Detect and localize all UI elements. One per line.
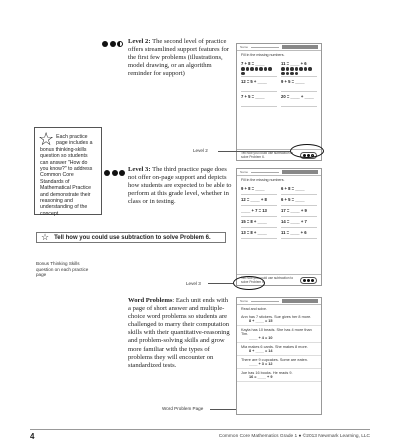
level3-leader-line (208, 283, 233, 284)
problem-item: 7 + 5 = ____ (241, 93, 277, 107)
footer-rule (30, 429, 370, 430)
word-problems-description (128, 297, 232, 370)
sheet-footer: Tell how you could use subtraction to solve Problem 6. (237, 274, 321, 285)
problem-item: 17 = ____ + 9 (281, 207, 317, 217)
bonus-question-bar (36, 232, 226, 243)
level3-dots-icon (104, 170, 125, 176)
bonus-question-text: Tell how you could use subtraction to solve Problem 6. (54, 234, 211, 241)
bonus-callout (34, 127, 102, 215)
sheet-problems (237, 59, 321, 108)
problem-item: 9 + 5 = ____ (281, 78, 317, 92)
level3-description (128, 166, 232, 206)
word-problem-page-label: Word Problem Page (162, 406, 204, 411)
word-problems-text: : Each unit ends with a page of short answer and multiple-choice word problems so students are challenged to marry their computation skills with their quantitative-reasoning and problem-solving skills and grow more familiar with the types of problems they will encounter on standardized tests. (128, 297, 230, 369)
sheet-header: Name (237, 298, 321, 305)
level2-text: The second level of practice offers streamlined support features for the first few problems (illustrations, model drawing, or an algorithm reminder for support) (128, 38, 229, 78)
word-problem-item: Joe has 16 books. He reads 9. 16 = ____ + 9 (237, 369, 321, 382)
star-icon: ☆ (41, 232, 50, 242)
word-problems-title: Word Problems (128, 297, 173, 304)
counters-icon (281, 67, 315, 75)
word-problem-item: Ann has 7 stickers. Sue gives her 8 more. 8 + ____ = 15 (237, 313, 321, 326)
sheet-instructions: Fill in the missing numbers. (241, 53, 285, 57)
level2-highlight-oval (290, 144, 324, 158)
word-problem-item: There are 9 cupcakes. Some are eaten. ____ + 3 = 12 (237, 356, 321, 369)
level2-dots-icon (102, 41, 123, 47)
problem-item: 7 + 8 = ____ (241, 60, 277, 77)
level3-title: Level 3: (128, 166, 151, 173)
sheet-banner (282, 170, 318, 174)
problem-item: 13 = 8 + ____ (241, 229, 277, 239)
star-icon: ☆ (38, 129, 55, 149)
level2-description (128, 38, 232, 78)
problem-item: 15 = 8 + ____ (241, 218, 277, 228)
problem-item: 11 = ____ + 6 (281, 229, 317, 239)
word-problem-leader-line (210, 409, 236, 410)
word-problem-item: Mia makes 6 cards. She makes 8 more. 8 + ____ = 14 (237, 343, 321, 356)
bonus-callout-text: Each practice page includes a bonus thinking-skills question so students can answer "How do you know?" to address Common Core Standards of Mathematical Practice and demonstrate their reasoning and understanding of the concept. (40, 134, 93, 217)
problem-item: 14 = ____ + 7 (281, 218, 317, 228)
level3-label: Level 3 (186, 281, 201, 286)
problem-item: 11 = ____ + 6 (281, 60, 317, 77)
level2-label: Level 2 (193, 148, 208, 153)
level3-text: The third practice page does not offer on-page support and depicts how students are expected to be able to perform at this grade level, whether in class or in testing. (128, 166, 232, 206)
problem-item: 6 + 8 = ____ (281, 185, 317, 195)
word-problem-worksheet-thumbnail (236, 297, 322, 415)
problem-item: 12 = ____ + 8 (241, 196, 277, 206)
problem-item: ____ + 7 = 13 (241, 207, 277, 217)
page-number: 4 (30, 432, 35, 441)
level2-leader-line (218, 151, 290, 152)
sheet-instructions: Read and solve. (241, 307, 267, 311)
word-problem-item: Kayla has 10 beads. She has 4 more than Tim. ____ + 4 = 10 (237, 326, 321, 343)
level2-title: Level 2: (128, 38, 151, 45)
sheet-level-dots-icon (300, 277, 317, 284)
counters-icon (241, 67, 275, 75)
sheet-banner (282, 45, 318, 49)
sheet-instructions: Fill in the missing numbers. (241, 178, 285, 182)
sheet-problems (237, 184, 321, 240)
sheet-header: Name (237, 169, 321, 176)
problem-item: 12 = 5 + ____ (241, 78, 277, 92)
level3-worksheet-thumbnail (236, 168, 322, 286)
footer-credit: Common Core Mathematics Grade 1 ● ©2013 Newmark Learning, LLC (218, 434, 370, 439)
problem-item: 9 + 8 = ____ (241, 185, 277, 195)
sheet-header: Name (237, 44, 321, 51)
sheet-banner (282, 299, 318, 303)
sheet-footer: Tell how you could use subtraction to solve Problem 6. (237, 149, 321, 160)
bonus-caption: Bonus Thinking Skills question on each practice page (36, 261, 89, 278)
problem-item: 20 = ____ + ____ (281, 93, 317, 107)
level3-highlight-oval (233, 276, 265, 290)
problem-item: 6 + 5 = ____ (281, 196, 317, 206)
